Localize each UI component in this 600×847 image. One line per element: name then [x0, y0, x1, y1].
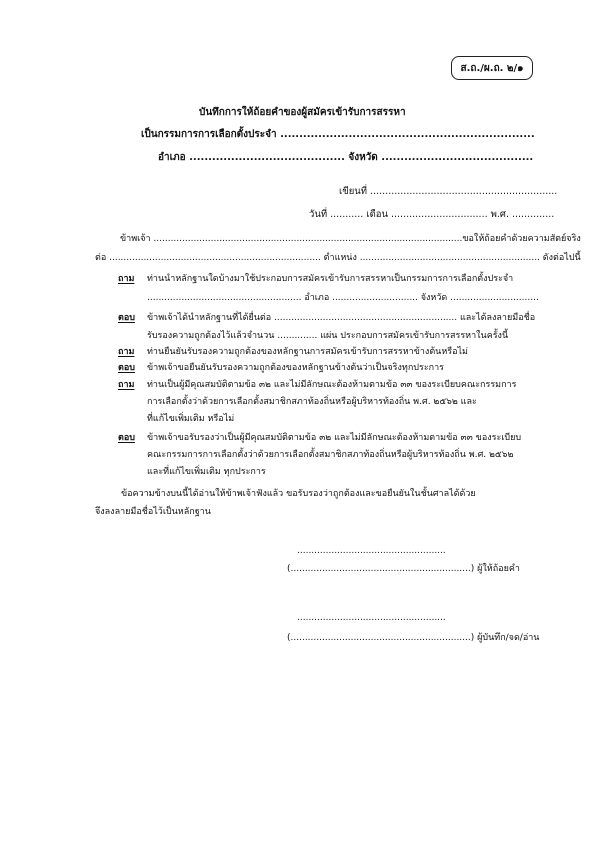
qa-label-ask: ถาม	[118, 274, 135, 284]
qa-text: ท่านยืนยันรับรองความถูกต้องของหลักฐานการสมัครเข้ารับการสรรหาข้างต้นหรือไม่	[147, 347, 468, 357]
closing-statement-2: จึงลงลายมือชื่อไว้เป็นหลักฐาน	[95, 507, 211, 517]
giver-signature-line: ....................................................	[297, 546, 446, 556]
written-at-field: เขียนที่ ..............................................................	[339, 186, 558, 197]
qa-text: รับรองความถูกต้องไว้แล้วจำนวน .............. แผ่น ประกอบการสมัครเข้ารับการสรรหาในครั้งนี้	[147, 331, 509, 341]
qa-text: ท่านเป็นผู้มีคุณสมบัติตามข้อ ๓๒ และไม่มีลักษณะต้องห้ามตามข้อ ๓๓ ของระเบียบคณะกรรมการ	[147, 380, 517, 390]
qa-text: การเลือกตั้งว่าด้วยการเลือกตั้งสมาชิกสภาท้องถิ่นหรือผู้บริหารท้องถิ่น พ.ศ. ๒๕๖๒ และ	[147, 397, 477, 407]
qa-label-ask: ถาม	[118, 380, 135, 390]
title-committee-line: เป็นกรรมการการเลือกตั้งประจำ ...................................................................	[141, 129, 535, 140]
qa-text: ที่แก้ไขเพิ่มเติม หรือไม่	[147, 414, 235, 424]
intro-line-1: ข้าพเจ้า ............................................................................................................ขอให้ถ้อยคำด้วยความสัตย์จริง	[120, 234, 581, 244]
qa-text: ข้าพเจ้าขอยืนยันรับรองความถูกต้องของหลักฐานข้างต้นว่าเป็นจริงทุกประการ	[147, 363, 445, 373]
qa-label-answer: ตอบ	[118, 363, 135, 373]
form-title: บันทึกการให้ถ้อยคำของผู้สมัครเข้ารับการสรรหา	[199, 107, 406, 118]
recorder-signature-line: ....................................................	[297, 613, 446, 623]
intro-line-2: ต่อ .......................................................................... ตำแหน่ง ............................................................... ดังต่อไปนี้	[95, 253, 581, 263]
qa-text: คณะกรรมการการเลือกตั้งว่าด้วยการเลือกตั้งสมาชิกสภาท้องถิ่นหรือผู้บริหารท้องถิ่น พ.ศ. ๒๕๖๒	[147, 450, 514, 460]
qa-text: ข้าพเจ้าขอรับรองว่าเป็นผู้มีคุณสมบัติตามข้อ ๓๒ และไม่มีลักษณะต้องห้ามตามข้อ ๓๓ ของระเบียบ	[147, 433, 522, 443]
title-district-line: อำเภอ ......................................... จังหวัด ........................................	[158, 152, 534, 163]
giver-name-field: (...............................................................) ผู้ให้ถ้อยคำ	[287, 564, 520, 574]
date-field: วันที่ ........... เดือน ................................ พ.ศ. ..............	[309, 209, 555, 220]
closing-statement: ข้อความข้างบนนี้ได้อ่านให้ข้าพเจ้าฟังแล้ว ขอรับรองว่าถูกต้องและขอยืนยันในชั้นศาลได้ด้วย	[121, 489, 476, 499]
qa-label-answer: ตอบ	[118, 313, 135, 323]
form-code-badge: ส.ถ./ผ.ถ. ๒/๑	[451, 56, 533, 80]
qa-text: และที่แก้ไขเพิ่มเติม ทุกประการ	[147, 467, 266, 477]
qa-text: ข้าพเจ้าได้นำหลักฐานที่ได้ยื่นต่อ ................................................................ และได้ลงลายมือชื่อ	[147, 313, 536, 323]
recorder-name-field: (...............................................................) ผู้บันทึก/จด/อ่าน	[287, 633, 540, 643]
qa-label-answer: ตอบ	[118, 433, 135, 443]
qa-text: ท่านนำหลักฐานใดบ้างมาใช้ประกอบการสมัครเข้ารับการสรรหาเป็นกรรมการการเลือกตั้งประจำ	[147, 274, 514, 284]
qa-label-ask: ถาม	[118, 347, 135, 357]
qa-text: ...................................................... อำเภอ .............................. จังหวัด ...............................	[147, 293, 539, 303]
